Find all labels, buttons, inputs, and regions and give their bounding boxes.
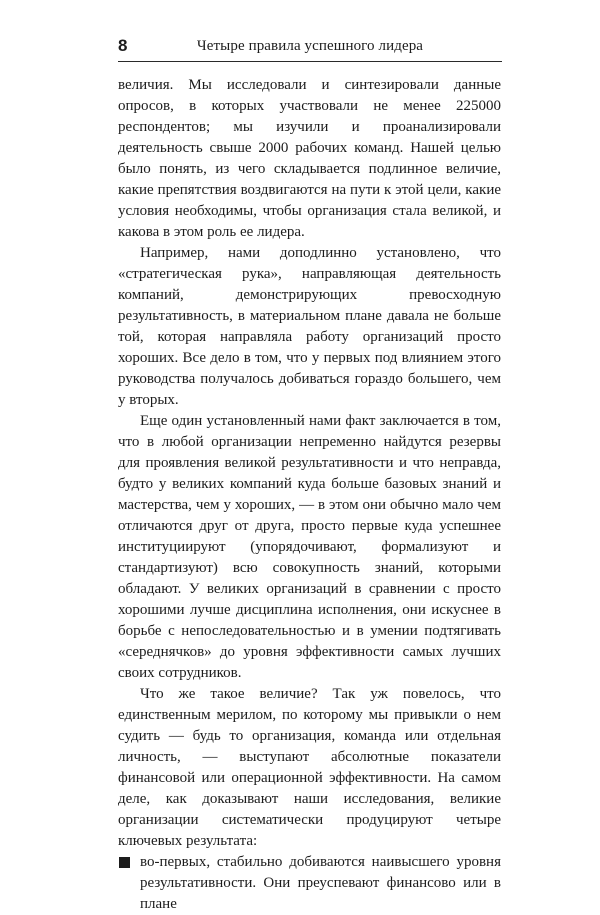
paragraph-1: величия. Мы исследовали и синтезировали данные опросов, в которых участвовали не менее 225000 респондентов; мы изучили и проанализировали деятельность свыше 2000 рабочих команд. Нашей целью было понять, из чего складывается подлинное величие, какие препятствия воздвигаются на пути к этой цели, какие условия необходимы, чтобы организация стала великой, и какова в этом роль ее лидера.: [118, 77, 501, 240]
header-rule: [118, 61, 502, 62]
paragraph-4: Что же такое величие? Так уж повелось, что единственным мерилом, по которому мы привыкли о нем судить — будь то организация, команда или отдельная личность, — выступают абсолютные показатели финансовой или операционной эффективности. На самом деле, как доказывают наши исследования, великие организации систематически продуцируют четыре ключевых результата:: [118, 686, 501, 849]
running-title: Четыре правила успешного лидера: [196, 38, 424, 54]
page-header: [118, 34, 502, 58]
page-number: 8: [118, 36, 128, 55]
paragraph-2: Например, нами доподлинно установлено, что «стратегическая рука», направляющая деятельность компаний, демонстрирующих превосходную результативность, в материальном плане давала не больше той, которая направляла работу организаций просто хороших. Все дело в том, что у первых под влиянием этого руководства получалось добиваться гораздо большего, чем у вторых.: [118, 245, 501, 408]
bullet-item: [118, 852, 501, 915]
paragraph-3: Еще один установленный нами факт заключается в том, что в любой организации непременно найдутся резервы для проявления великой результативности и что неправда, будто у великих компаний куда больше базовых знаний и мастерства, чем у хороших, — в этом они обычно мало чем отличаются друг от друга, просто первые куда успешнее институциируют (упорядочивают, формализуют и стандартизуют) всю совокупность знаний, которыми обладают. У великих организаций в сравнении с просто хорошими лучше дисциплина исполнения, они искуснее в борьбе с непоследовательностью и в умении подтягивать «середнячков» до уровня эффективности самых лучших своих сотрудников.: [118, 413, 501, 681]
bullet-square-icon: [119, 857, 130, 868]
bullet-text: во-первых, стабильно добиваются наивысшего уровня результативности. Они преуспевают финансово или в плане: [140, 854, 501, 912]
body-text: [118, 75, 501, 915]
